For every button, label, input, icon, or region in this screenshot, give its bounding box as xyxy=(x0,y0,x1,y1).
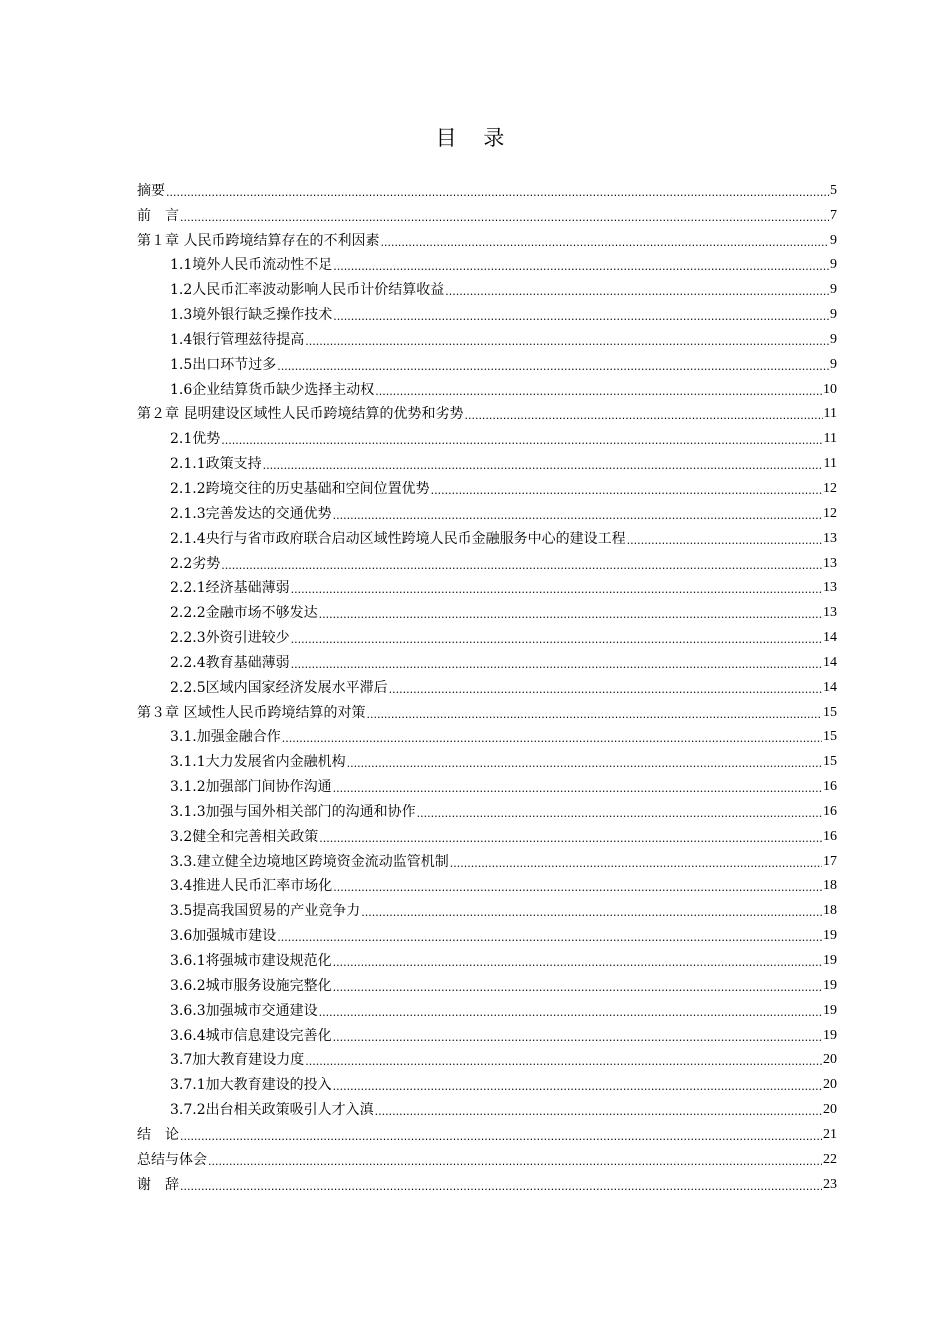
toc-entry-page: 18 xyxy=(823,903,837,919)
toc-entry-title: 3.5提高我国贸易的产业竞争力 xyxy=(170,903,361,920)
toc-entry-page: 21 xyxy=(823,1126,837,1142)
dot-leader xyxy=(450,857,822,871)
toc-entry[interactable] xyxy=(137,1119,837,1144)
toc-entry-page: 11 xyxy=(823,406,837,422)
toc-entry-page: 23 xyxy=(823,1176,837,1192)
toc-entry-page: 15 xyxy=(823,754,837,770)
toc-entry-page: 19 xyxy=(823,953,837,968)
dot-leader xyxy=(208,1155,822,1169)
toc-entry-title: 2.2.5区域内国家经济发展水平滞后 xyxy=(170,679,388,696)
dot-leader xyxy=(277,931,822,945)
toc-entry-page: 22 xyxy=(823,1151,837,1167)
toc-entry[interactable] xyxy=(137,548,837,573)
toc-entry-page: 13 xyxy=(823,605,837,621)
toc-entry-title: 1.6企业结算货币缺少选择主动权 xyxy=(170,381,375,398)
toc-entry-title: 3.1.1大力发展省内金融机构 xyxy=(170,754,346,771)
toc-entry-title: 1.1境外人民币流动性不足 xyxy=(170,257,333,274)
toc-entry-title: 前 言 xyxy=(137,207,179,224)
toc-entry-page: 9 xyxy=(830,356,837,372)
toc-entry-page: 20 xyxy=(823,1052,837,1068)
toc-entry-page: 19 xyxy=(823,1002,837,1018)
toc-entry-title: 2.2.1经济基础薄弱 xyxy=(170,580,290,597)
page-title: 目 录 xyxy=(435,126,515,150)
dot-leader xyxy=(180,211,829,225)
toc-entry-title: 第２章 昆明建设区域性人民币跨境结算的优势和劣势 xyxy=(137,406,464,423)
dot-leader xyxy=(361,906,822,920)
toc-entry-title: 3.3.建立健全边境地区跨境资金流动监管机制 xyxy=(170,853,449,870)
toc-entry-page: 16 xyxy=(823,779,837,795)
dot-leader xyxy=(305,1055,822,1069)
toc-entry-title: 3.6.2城市服务设施完整化 xyxy=(170,977,332,994)
toc-entry[interactable] xyxy=(137,722,837,747)
toc-entry[interactable] xyxy=(137,448,837,473)
toc-entry[interactable] xyxy=(137,1069,837,1094)
toc-entry-title: 摘要 xyxy=(137,182,165,199)
dot-leader xyxy=(291,583,822,597)
toc-entry[interactable] xyxy=(137,573,837,598)
dot-leader xyxy=(221,434,822,448)
toc-entry-page: 14 xyxy=(823,654,837,670)
toc-entry-page: 5 xyxy=(830,182,837,198)
toc-entry[interactable] xyxy=(137,871,837,896)
toc-entry-title: 3.6.1将强城市建设规范化 xyxy=(170,953,332,969)
dot-leader xyxy=(380,236,829,250)
dot-leader xyxy=(305,335,829,349)
toc-entry[interactable] xyxy=(137,299,837,324)
toc-entry-title: 2.1.1政策支持 xyxy=(170,456,262,473)
toc-entry-page: 11 xyxy=(823,431,837,447)
toc-entry[interactable] xyxy=(137,697,837,722)
toc-entry-page: 16 xyxy=(823,828,837,844)
toc-entry-title: 3.4推进人民币汇率市场化 xyxy=(170,878,333,895)
dot-leader xyxy=(333,1031,822,1045)
toc-entry[interactable] xyxy=(137,175,837,200)
toc-entry[interactable] xyxy=(137,970,837,995)
dot-leader xyxy=(333,956,822,970)
toc-entry-title: 1.5出口环节过多 xyxy=(170,356,277,373)
toc-entry-page: 9 xyxy=(830,331,837,347)
toc-entry-title: 2.1优势 xyxy=(170,431,221,448)
toc-entry[interactable] xyxy=(137,374,837,399)
dot-leader xyxy=(333,260,829,274)
toc-entry-title: 3.6加强城市建设 xyxy=(170,928,277,945)
toc-entry-page: 16 xyxy=(823,803,837,819)
dot-leader xyxy=(333,509,822,523)
toc-entry-page: 20 xyxy=(823,1077,837,1093)
toc-entry-title: 2.2劣势 xyxy=(170,555,221,572)
toc-entry-title: 3.1.加强金融合作 xyxy=(170,729,281,746)
toc-entry-page: 9 xyxy=(830,307,837,323)
dot-leader xyxy=(180,1180,822,1194)
dot-leader xyxy=(389,683,822,697)
toc-entry-page: 19 xyxy=(823,928,837,944)
dot-leader xyxy=(445,285,829,299)
toc-entry-page: 7 xyxy=(830,207,837,223)
dot-leader xyxy=(291,658,822,672)
toc-entry-page: 12 xyxy=(823,480,837,496)
toc-entry[interactable] xyxy=(137,1045,837,1070)
toc-entry[interactable] xyxy=(137,1094,837,1119)
toc-entry-title: 3.1.2加强部门间协作沟通 xyxy=(170,779,332,796)
dot-leader xyxy=(263,459,823,473)
toc-entry[interactable] xyxy=(137,1169,837,1194)
toc-entry-title: 3.2健全和完善相关政策 xyxy=(170,828,319,845)
toc-entry-title: 总结与体会 xyxy=(137,1151,207,1168)
toc-entry[interactable] xyxy=(137,821,837,846)
toc-entry-title: 3.6.4城市信息建设完善化 xyxy=(170,1027,332,1044)
toc-entry-title: 2.1.3完善发达的交通优势 xyxy=(170,505,332,522)
toc-entry[interactable] xyxy=(137,746,837,771)
dot-leader xyxy=(319,608,822,622)
toc-entry-page: 18 xyxy=(823,878,837,894)
toc-entry-page: 9 xyxy=(830,257,837,273)
dot-leader xyxy=(291,633,822,647)
dot-leader xyxy=(180,1130,822,1144)
toc-entry-page: 12 xyxy=(823,505,837,521)
toc-entry-title: 第１章 人民币跨境结算存在的不利因素 xyxy=(137,232,380,249)
toc-entry-page: 13 xyxy=(823,555,837,571)
toc-entry[interactable] xyxy=(137,225,837,250)
dot-leader xyxy=(333,881,822,895)
toc-entry-page: 14 xyxy=(823,679,837,695)
dot-leader xyxy=(166,186,829,200)
toc-entry-page: 19 xyxy=(823,1027,837,1043)
toc-entry-title: 2.2.3外资引进较少 xyxy=(170,630,290,647)
dot-leader xyxy=(282,732,822,746)
toc-entry[interactable] xyxy=(137,349,837,374)
toc-entry[interactable] xyxy=(137,647,837,672)
toc-entry-page: 11 xyxy=(823,456,837,472)
toc-entry[interactable] xyxy=(137,200,837,225)
toc-entry-page: 9 xyxy=(830,282,837,298)
toc-entry-page: 15 xyxy=(823,704,837,720)
toc-entry[interactable] xyxy=(137,1144,837,1169)
toc-entry[interactable] xyxy=(137,473,837,498)
dot-leader xyxy=(319,1006,822,1020)
dot-leader xyxy=(366,708,822,722)
dot-leader xyxy=(221,559,822,573)
dot-leader xyxy=(375,1105,822,1119)
toc-entry-title: 3.7.2出台相关政策吸引人才入滇 xyxy=(170,1102,374,1119)
toc-entry-title: 3.7.1加大教育建设的投入 xyxy=(170,1077,332,1094)
toc-entry-page: 14 xyxy=(823,630,837,646)
dot-leader xyxy=(333,310,829,324)
toc-entry-title: 1.4银行管理兹待提高 xyxy=(170,331,305,348)
toc-entry-title: 3.6.3加强城市交通建设 xyxy=(170,1002,318,1019)
toc-entry[interactable] xyxy=(137,498,837,523)
toc-entry-title: 1.3境外银行缺乏操作技术 xyxy=(170,307,333,324)
dot-leader xyxy=(319,832,822,846)
dot-leader xyxy=(431,484,822,498)
toc-entry[interactable] xyxy=(137,597,837,622)
toc-entry[interactable] xyxy=(137,920,837,945)
toc-entry-title: 结 论 xyxy=(137,1126,179,1143)
toc-entry[interactable] xyxy=(137,771,837,796)
toc-entry[interactable] xyxy=(137,274,837,299)
toc-entry-title: 第３章 区域性人民币跨境结算的对策 xyxy=(137,704,366,721)
toc-entry[interactable] xyxy=(137,672,837,697)
toc-entry-title: 2.1.2跨境交往的历史基础和空间位置优势 xyxy=(170,480,430,497)
toc-entry[interactable] xyxy=(137,399,837,424)
dot-leader xyxy=(375,385,822,399)
toc-entry-title: 2.1.4央行与省市政府联合启动区域性跨境人民币金融服务中心的建设工程 xyxy=(170,530,626,547)
toc-entry[interactable] xyxy=(137,324,837,349)
toc-entry-title: 2.2.4教育基础薄弱 xyxy=(170,654,290,671)
dot-leader xyxy=(333,1080,822,1094)
toc-entry-page: 9 xyxy=(830,232,837,248)
dot-leader xyxy=(627,534,822,548)
toc-entry[interactable] xyxy=(137,250,837,275)
toc-entry[interactable] xyxy=(137,622,837,647)
dot-leader xyxy=(333,981,822,995)
dot-leader xyxy=(333,782,822,796)
toc-entry-page: 10 xyxy=(823,381,837,397)
toc-entry-title: 2.2.2金融市场不够发达 xyxy=(170,605,318,622)
toc-entry-page: 15 xyxy=(823,729,837,745)
toc-entry[interactable] xyxy=(137,945,837,970)
toc-entry-title: 3.1.3加强与国外相关部门的沟通和协作 xyxy=(170,803,416,820)
toc-entry-page: 19 xyxy=(823,977,837,993)
toc-entry[interactable] xyxy=(137,423,837,448)
toc-entry[interactable] xyxy=(137,523,837,548)
toc-entry[interactable] xyxy=(137,796,837,821)
table-of-contents xyxy=(137,175,837,1194)
toc-entry-page: 17 xyxy=(823,853,837,869)
toc-entry[interactable] xyxy=(137,1020,837,1045)
dot-leader xyxy=(277,360,829,374)
toc-entry-page: 13 xyxy=(823,580,837,596)
toc-entry-title: 3.7加大教育建设力度 xyxy=(170,1052,305,1069)
dot-leader xyxy=(464,409,822,423)
toc-entry-page: 13 xyxy=(823,530,837,546)
toc-entry-page: 20 xyxy=(823,1102,837,1118)
toc-entry-title: 1.2人民币汇率波动影响人民币计价结算收益 xyxy=(170,282,445,299)
dot-leader xyxy=(347,757,822,771)
toc-entry-title: 谢 辞 xyxy=(137,1176,179,1193)
toc-entry[interactable] xyxy=(137,995,837,1020)
dot-leader xyxy=(417,807,822,821)
toc-entry[interactable] xyxy=(137,846,837,871)
toc-entry[interactable] xyxy=(137,895,837,920)
